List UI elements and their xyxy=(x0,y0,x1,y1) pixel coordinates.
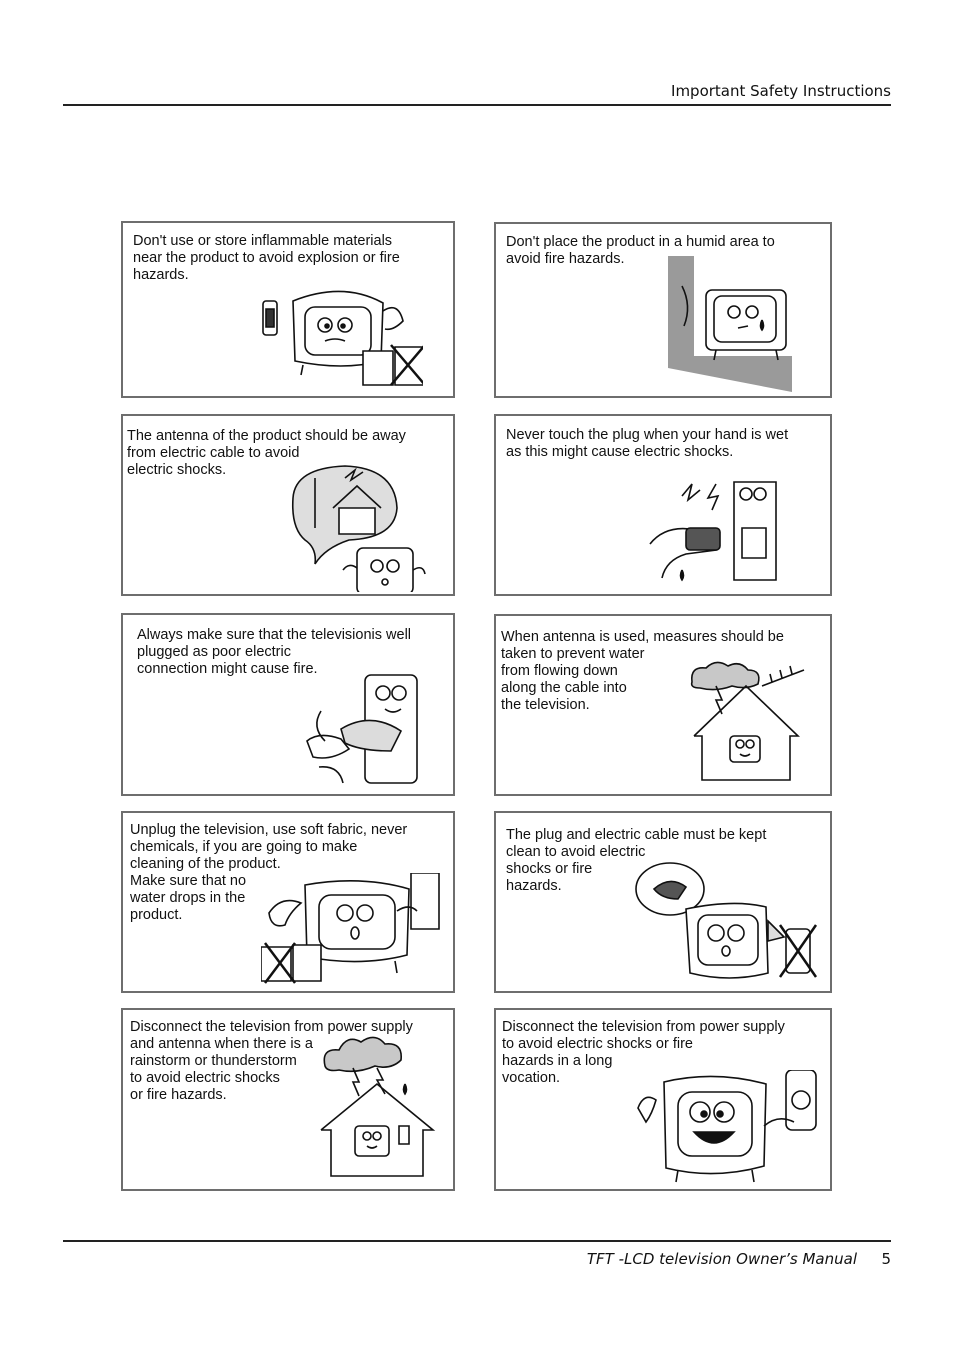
panel-text: When antenna is used, measures should be taken to prevent water from flowing down along the cable into the television. xyxy=(501,629,784,713)
panel-text: Don't use or store inflammable materials near the product to avoid explosion or fire hazards. xyxy=(133,233,400,283)
panel-clean-plug xyxy=(494,811,832,993)
clean-plug-icon xyxy=(634,861,824,983)
page-number: 5 xyxy=(881,1250,891,1268)
panel-cleaning xyxy=(121,811,455,993)
panel-text: The plug and electric cable must be kept clean to avoid electric shocks or fire hazards. xyxy=(506,827,767,894)
panel-well-plugged xyxy=(121,613,455,796)
house-thunderstorm-icon xyxy=(319,1022,443,1180)
tv-warning-flammable-icon xyxy=(253,281,423,393)
panel-text: Unplug the television, use soft fabric, never chemicals, if you are going to make cleaning of the product. Make sure that no water drops in the product. xyxy=(130,822,408,923)
panel-thunderstorm xyxy=(121,1008,455,1191)
tv-unplug-happy-icon xyxy=(634,1070,820,1186)
panel-text: The antenna of the product should be away from electric cable to avoid electric shocks. xyxy=(127,428,406,478)
wet-hand-plug-icon xyxy=(646,474,786,584)
header-title: Important Safety Instructions xyxy=(671,82,891,100)
panel-antenna-cable xyxy=(121,414,455,596)
panel-long-vacation xyxy=(494,1008,832,1191)
header-rule xyxy=(63,104,891,106)
panel-text: Always make sure that the televisionis well plugged as poor electric connection might cause fire. xyxy=(137,627,412,677)
panel-antenna-water xyxy=(494,614,832,796)
footer-manual-title: TFT -LCD television Owner’s Manual xyxy=(586,1250,857,1268)
panel-flammable xyxy=(121,221,455,398)
panel-text: Disconnect the television from power supply and antenna when there is a rainstorm or thunderstorm to avoid electric shocks or fire hazards. xyxy=(130,1019,413,1103)
panel-text: Never touch the plug when your hand is wet as this might cause electric shocks. xyxy=(506,427,789,460)
panel-wet-hand xyxy=(494,414,832,596)
plug-insert-icon xyxy=(301,671,429,787)
panel-text: Disconnect the television from power supply to avoid electric shocks or fire hazards in a long vocation. xyxy=(502,1019,785,1086)
panel-humid xyxy=(494,222,832,398)
house-antenna-rain-icon xyxy=(686,656,816,786)
tv-cleaning-icon xyxy=(261,873,445,987)
footer-rule xyxy=(63,1240,891,1242)
tv-humid-corner-icon xyxy=(668,256,794,392)
panel-text: Don't place the product in a humid area to avoid fire hazards. xyxy=(506,234,775,267)
antenna-cable-icon xyxy=(285,458,435,592)
